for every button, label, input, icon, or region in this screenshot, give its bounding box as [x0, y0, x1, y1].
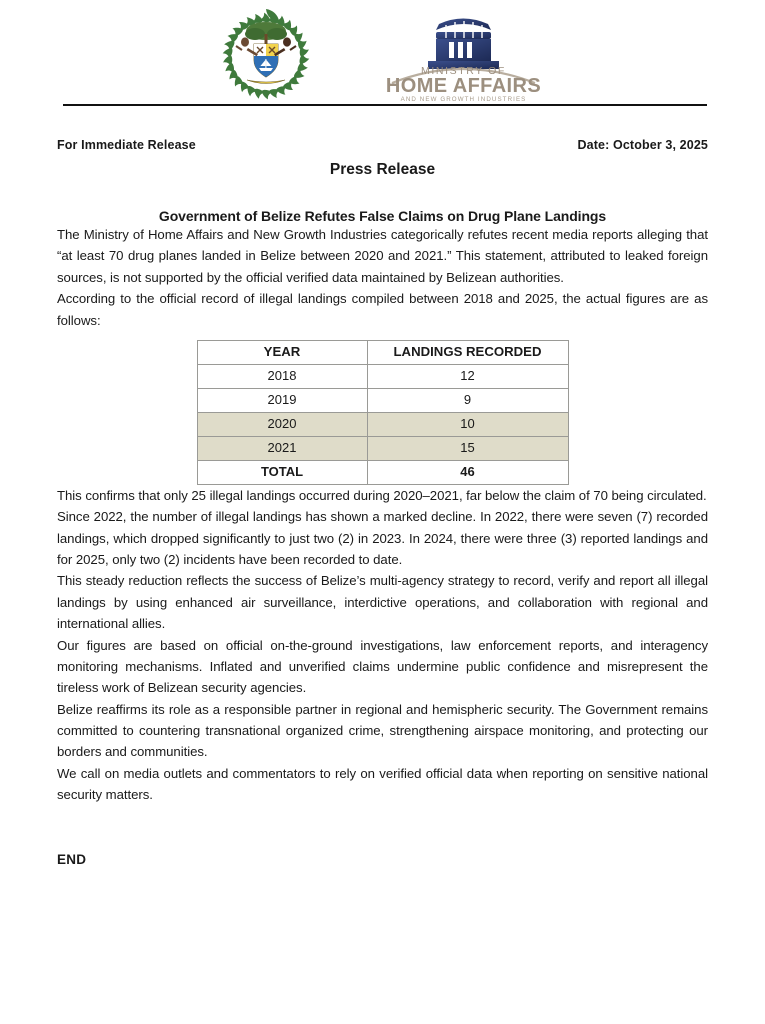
table-header-row	[197, 340, 568, 364]
table-row-highlighted	[197, 412, 568, 436]
paragraph-6: Our figures are based on official on-the-ground investigations, law enforcement reports, and interagency monitoring mechanisms. Inflated and unverified claims undermine public confidence and misrepresent the tireless work of Belizean security agencies.	[57, 637, 708, 696]
meta-row	[57, 138, 708, 152]
table-row	[197, 388, 568, 412]
column-header-year: YEAR	[197, 340, 367, 364]
cell-year: 2021	[197, 436, 367, 460]
logo-line2: HOME AFFAIRS	[385, 75, 542, 97]
logo-line3: AND NEW GROWTH INDUSTRIES	[400, 96, 527, 103]
paragraph-8: We call on media outlets and commentators to rely on verified official data when reporting on sensitive national security matters.	[57, 765, 708, 803]
cell-year: 2018	[197, 364, 367, 388]
paragraph-7: Belize reaffirms its role as a responsible partner in regional and hemispheric security. The Government remains committed to countering transnational organized crime, strengthening airspace monitoring, and protecting our borders and communities.	[57, 701, 708, 760]
letterhead	[0, 0, 765, 108]
page-title: Government of Belize Refutes False Claims on Drug Plane Landings	[158, 208, 607, 224]
document-body	[0, 138, 765, 867]
logo-line1: MINISTRY OF	[421, 65, 506, 77]
cell-total-value: 46	[367, 460, 568, 484]
belize-coat-of-arms-icon	[214, 6, 318, 106]
cell-landings: 9	[367, 388, 568, 412]
table-row-highlighted	[197, 436, 568, 460]
table-row	[197, 364, 568, 388]
landings-table-wrap	[57, 340, 708, 485]
cell-total-label: TOTAL	[197, 460, 367, 484]
release-date: Date: October 3, 2025	[577, 138, 708, 152]
column-header-landings: LANDINGS RECORDED	[367, 340, 568, 364]
press-release-kicker: Press Release	[329, 161, 436, 178]
cell-year: 2020	[197, 412, 367, 436]
paragraph-1: The Ministry of Home Affairs and New Growth Industries categorically refutes recent media reports alleging that “at least 70 drug planes landed in Belize between 2020 and 2021.” This statement, attributed to leaked foreign sources, is not supported by the official verified data maintained by Belizean authorities.	[57, 227, 708, 285]
landings-table	[197, 340, 569, 485]
end-mark: END	[57, 851, 87, 867]
paragraph-2: According to the official record of illegal landings compiled between 2018 and 2025, the actual figures are as follows:	[57, 291, 708, 328]
paragraph-5: This steady reduction reflects the success of Belize’s multi-agency strategy to record, verify and report all illegal landings by using enhanced air surveillance, interdictive operations, and collaboration with regional and international allies.	[57, 573, 708, 632]
paragraph-3: This confirms that only 25 illegal landings occurred during 2020–2021, far below the claim of 70 being circulated.	[57, 487, 707, 503]
header-divider-rule	[63, 104, 707, 106]
cell-year: 2019	[197, 388, 367, 412]
table-total-row	[197, 460, 568, 484]
release-notice: For Immediate Release	[57, 138, 196, 152]
paragraph-4: Since 2022, the number of illegal landings has shown a marked decline. In 2022, there were seven (7) recorded landings, which dropped significantly to just two (2) in 2023. In 2024, there were three (3) reported landings and for 2025, only two (2) incidents have been recorded to date.	[57, 509, 708, 567]
cell-landings: 10	[367, 412, 568, 436]
cell-landings: 15	[367, 436, 568, 460]
cell-landings: 12	[367, 364, 568, 388]
ministry-of-home-affairs-logo	[376, 8, 551, 104]
